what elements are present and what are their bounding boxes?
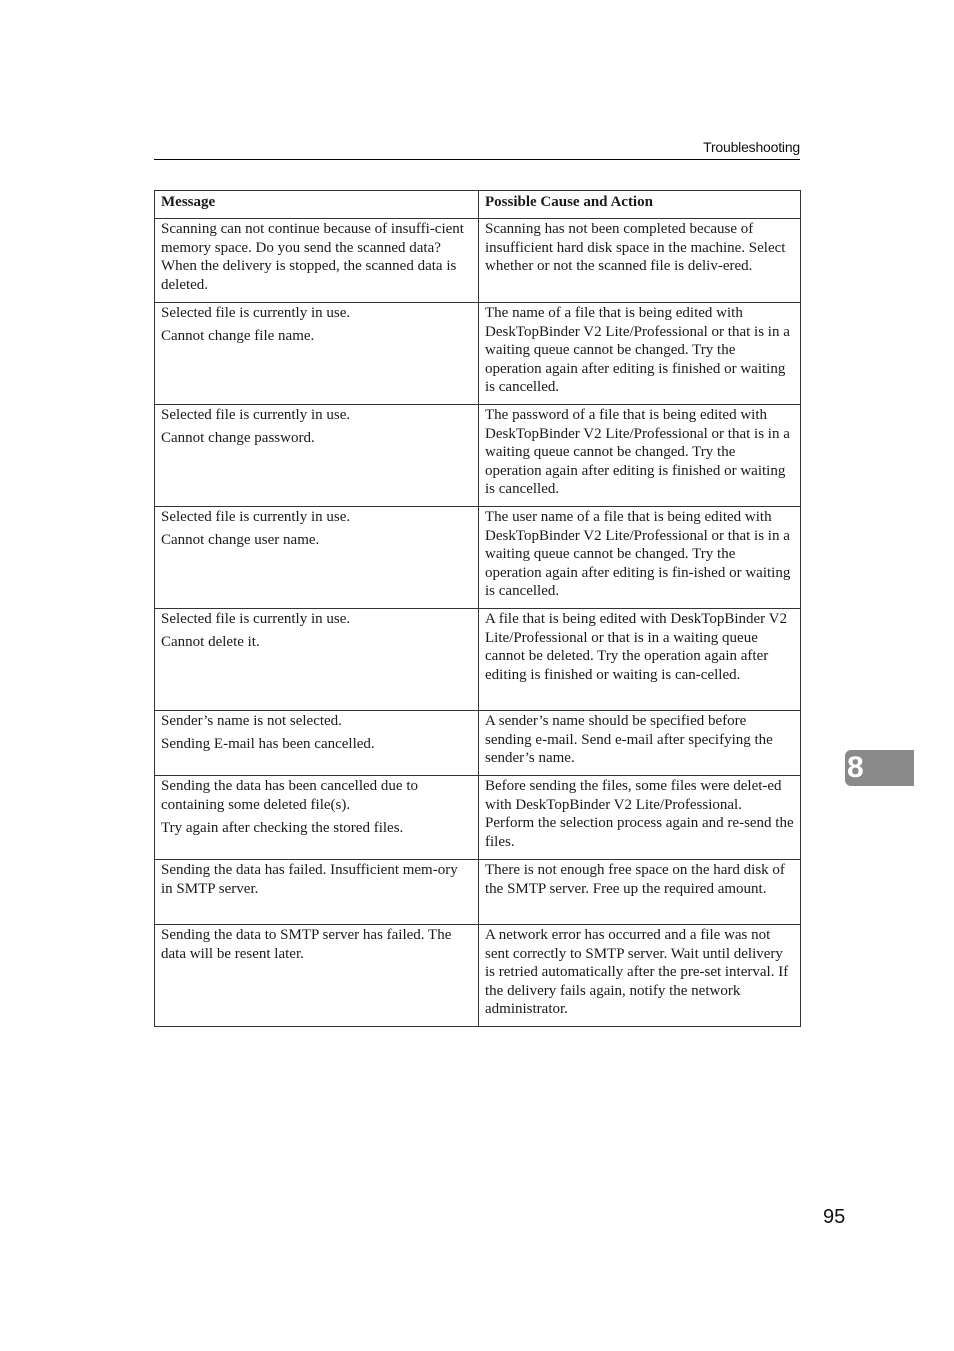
table-header-row <box>155 191 801 219</box>
table-row <box>155 609 801 711</box>
chapter-tab <box>845 750 914 786</box>
action-cell: Before sending the files, some files were delet-ed with DeskTopBinder V2 Lite/Professional. Perform the selection process again and re-send the files. <box>479 776 801 860</box>
message-text: Cannot change password. <box>161 430 315 446</box>
column-header-message: Message <box>155 191 479 219</box>
table-row <box>155 219 801 303</box>
message-text: Sending the data has failed. Insufficient mem-ory in SMTP server. <box>161 862 458 897</box>
message-text: Scanning can not continue because of insuffi-cient memory space. Do you send the scanned data? When the delivery is stopped, the scanned data is deleted. <box>161 221 464 293</box>
table-row <box>155 711 801 776</box>
message-text: Selected file is currently in use. <box>161 611 351 627</box>
action-cell: The name of a file that is being edited with DeskTopBinder V2 Lite/Professional or that is in a waiting queue cannot be changed. Try the operation again after editing is finished or waiting is cancelled. <box>479 303 801 405</box>
message-cell <box>155 507 479 609</box>
table-row <box>155 507 801 609</box>
table-row <box>155 776 801 860</box>
message-text: Cannot change file name. <box>161 328 315 344</box>
chapter-number: 8 <box>847 751 864 784</box>
message-text: Sending the data has been cancelled due to containing some deleted file(s). <box>161 778 418 813</box>
action-cell: A sender’s name should be specified before sending e-mail. Send e-mail after specifying the sender’s name. <box>479 711 801 776</box>
page-number: 95 <box>823 1206 846 1228</box>
action-cell: A network error has occurred and a file was not sent correctly to SMTP server. Wait until delivery is retried automatically after the pre-set interval. If the delivery fails again, notify the network administrator. <box>479 925 801 1027</box>
header-title: Troubleshooting <box>703 139 800 155</box>
action-cell: The password of a file that is being edited with DeskTopBinder V2 Lite/Professional or that is in a waiting queue cannot be changed. Try the operation again after editing is finished or waiting is cancelled. <box>479 405 801 507</box>
table-row <box>155 405 801 507</box>
table-row <box>155 303 801 405</box>
message-cell <box>155 776 479 860</box>
action-cell: There is not enough free space on the hard disk of the SMTP server. Free up the required amount. <box>479 860 801 925</box>
running-header <box>154 138 800 160</box>
message-text: Cannot change user name. <box>161 532 320 548</box>
action-cell: Scanning has not been completed because of insufficient hard disk space in the machine. Select whether or not the scanned file is deliv-ered. <box>479 219 801 303</box>
message-cell <box>155 925 479 1027</box>
message-cell <box>155 303 479 405</box>
table-row <box>155 860 801 925</box>
message-cell <box>155 711 479 776</box>
action-cell: A file that is being edited with DeskTopBinder V2 Lite/Professional or that is in a waiting queue cannot be deleted. Try the operation again after editing is finished or waiting is can-celled. <box>479 609 801 711</box>
column-header-action: Possible Cause and Action <box>479 191 801 219</box>
message-text: Selected file is currently in use. <box>161 407 351 423</box>
message-cell <box>155 860 479 925</box>
message-cell <box>155 219 479 303</box>
message-text: Sending the data to SMTP server has failed. The data will be resent later. <box>161 927 452 962</box>
message-cell <box>155 609 479 711</box>
message-text: Cannot delete it. <box>161 634 260 650</box>
message-text: Selected file is currently in use. <box>161 305 351 321</box>
message-text: Sending E-mail has been cancelled. <box>161 736 375 752</box>
troubleshooting-table <box>154 190 801 1027</box>
message-text: Try again after checking the stored files. <box>161 819 404 836</box>
message-cell <box>155 405 479 507</box>
message-text: Sender’s name is not selected. <box>161 713 342 729</box>
message-text: Selected file is currently in use. <box>161 509 351 525</box>
table-row <box>155 925 801 1027</box>
action-cell: The user name of a file that is being edited with DeskTopBinder V2 Lite/Professional or that is in a waiting queue cannot be changed. Try the operation again after editing is fin-ished or waiting is cancelled. <box>479 507 801 609</box>
